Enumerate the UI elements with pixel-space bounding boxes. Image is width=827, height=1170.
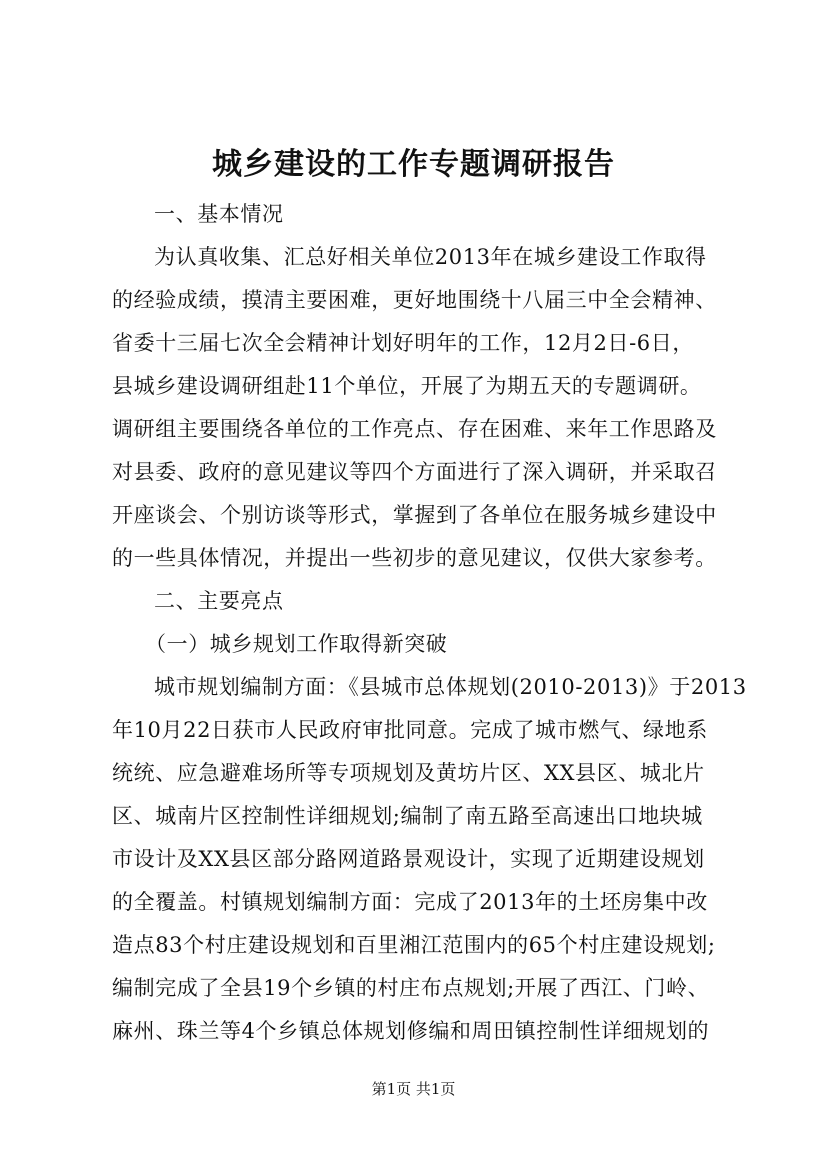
paragraph-line: 编制完成了全县19个乡镇的村庄布点规划;开展了西江、门岭、: [112, 976, 710, 1000]
paragraph-line: 省委十三届七次全会精神计划好明年的工作，12月2日-6日，: [112, 331, 694, 355]
paragraph-line: 调研组主要围绕各单位的工作亮点、存在困难、来年工作思路及: [112, 417, 717, 441]
paragraph-line: 麻州、珠兰等4个乡镇总体规划修编和周田镇控制性详细规划的: [112, 1019, 710, 1043]
section-heading-highlights: 二、主要亮点: [154, 589, 284, 613]
paragraph-line: 造点83个村庄建设规划和百里湘江范围内的65个村庄建设规划;: [112, 933, 716, 957]
paragraph-line: 县城乡建设调研组赴11个单位，开展了为期五天的专题调研。: [112, 374, 702, 398]
paragraph-line: 城市规划编制方面：《县城市总体规划(2010-2013)》于2013: [154, 675, 747, 699]
section-heading-basic: 一、基本情况: [154, 202, 284, 226]
paragraph-line: 开座谈会、个别访谈等形式，掌握到了各单位在服务城乡建设中: [112, 503, 717, 527]
paragraph-line: 统统、应急避难场所等专项规划及黄坊片区、XX县区、城北片: [112, 761, 705, 785]
page-title: 城乡建设的工作专题调研报告: [212, 147, 615, 182]
paragraph-line: 对县委、政府的意见建议等四个方面进行了深入调研，并采取召: [112, 460, 717, 484]
paragraph-line: 年10月22日获市人民政府审批同意。完成了城市燃气、绿地系: [112, 718, 708, 742]
paragraph-line: 的一些具体情况，并提出一些初步的意见建议，仅供大家参考。: [112, 546, 717, 570]
paragraph-line: 区、城南片区控制性详细规划;编制了南五路至高速出口地块城: [112, 804, 703, 828]
paragraph-line: 市设计及XX县区部分路网道路景观设计，实现了近期建设规划: [112, 847, 705, 871]
page-footer: 第1页 共1页: [371, 1080, 456, 1098]
paragraph-line: 的经验成绩，摸清主要困难，更好地围绕十八届三中全会精神、: [112, 288, 717, 312]
subsection-heading: （一）城乡规划工作取得新突破: [145, 632, 448, 656]
paragraph-line: 的全覆盖。村镇规划编制方面：完成了2013年的土坯房集中改: [112, 890, 708, 914]
paragraph-line: 为认真收集、汇总好相关单位2013年在城乡建设工作取得: [154, 245, 707, 269]
